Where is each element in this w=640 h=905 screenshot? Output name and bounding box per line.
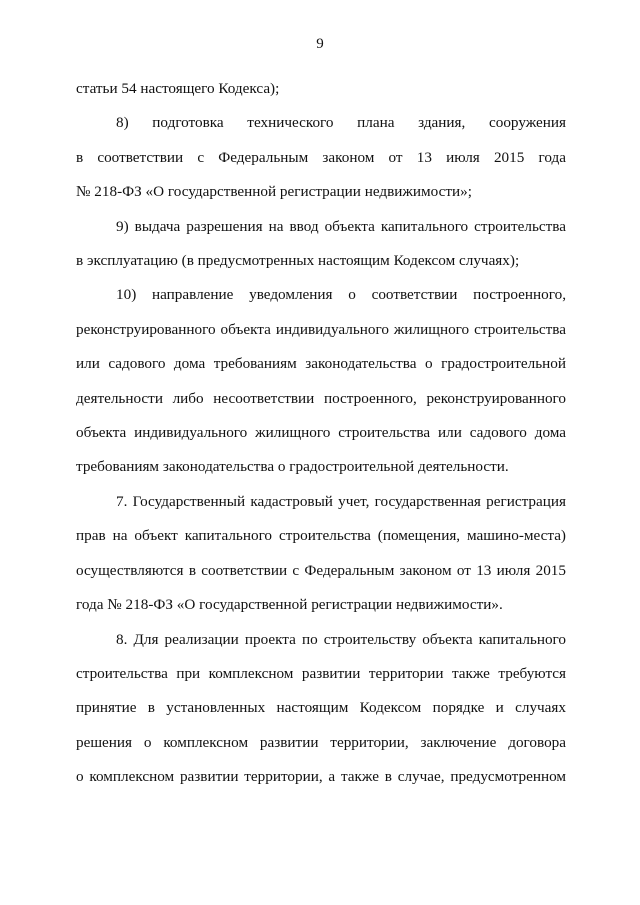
text-line: или садового дома требованиям законодательства о градостроительной (76, 355, 566, 373)
text-line: 10) направление уведомления о соответствии построенного, (116, 286, 566, 304)
text-line: года № 218-ФЗ «О государственной регистрации недвижимости». (76, 596, 503, 614)
text-line: в эксплуатацию (в предусмотренных настоящим Кодексом случаях); (76, 252, 520, 270)
text-line: прав на объект капитального строительства (помещения, машино-места) (76, 527, 566, 545)
text-line: реконструированного объекта индивидуального жилищного строительства (76, 320, 566, 338)
text-line: деятельности либо несоответствии построенного, реконструированного (76, 389, 566, 407)
text-line: 7. Государственный кадастровый учет, государственная регистрация (116, 492, 566, 510)
text-line: решения о комплексном развитии территории, заключение договора (76, 733, 566, 751)
text-line: о комплексном развитии территории, а также в случае, предусмотренном (76, 768, 566, 786)
text-line: в соответствии с Федеральным законом от 13 июля 2015 года (76, 148, 566, 166)
document-body (76, 72, 566, 795)
text-line: требованиям законодательства о градостроительной деятельности. (76, 458, 509, 476)
text-line: принятие в установленных настоящим Кодексом порядке и случаях (76, 699, 566, 717)
text-line: статьи 54 настоящего Кодекса); (76, 80, 280, 97)
text-line: строительства при комплексном развитии территории также требуются (76, 664, 566, 682)
text-line: 8. Для реализации проекта по строительству объекта капитального (116, 630, 566, 648)
text-line: 8) подготовка технического плана здания, сооружения (116, 114, 566, 132)
page-number: 9 (316, 36, 324, 52)
text-line: осуществляются в соответствии с Федеральным законом от 13 июля 2015 (76, 561, 566, 579)
text-line: № 218-ФЗ «О государственной регистрации недвижимости»; (76, 183, 472, 201)
text-line: объекта индивидуального жилищного строительства или садового дома (76, 424, 566, 442)
text-line: 9) выдача разрешения на ввод объекта капитального строительства (116, 217, 566, 235)
